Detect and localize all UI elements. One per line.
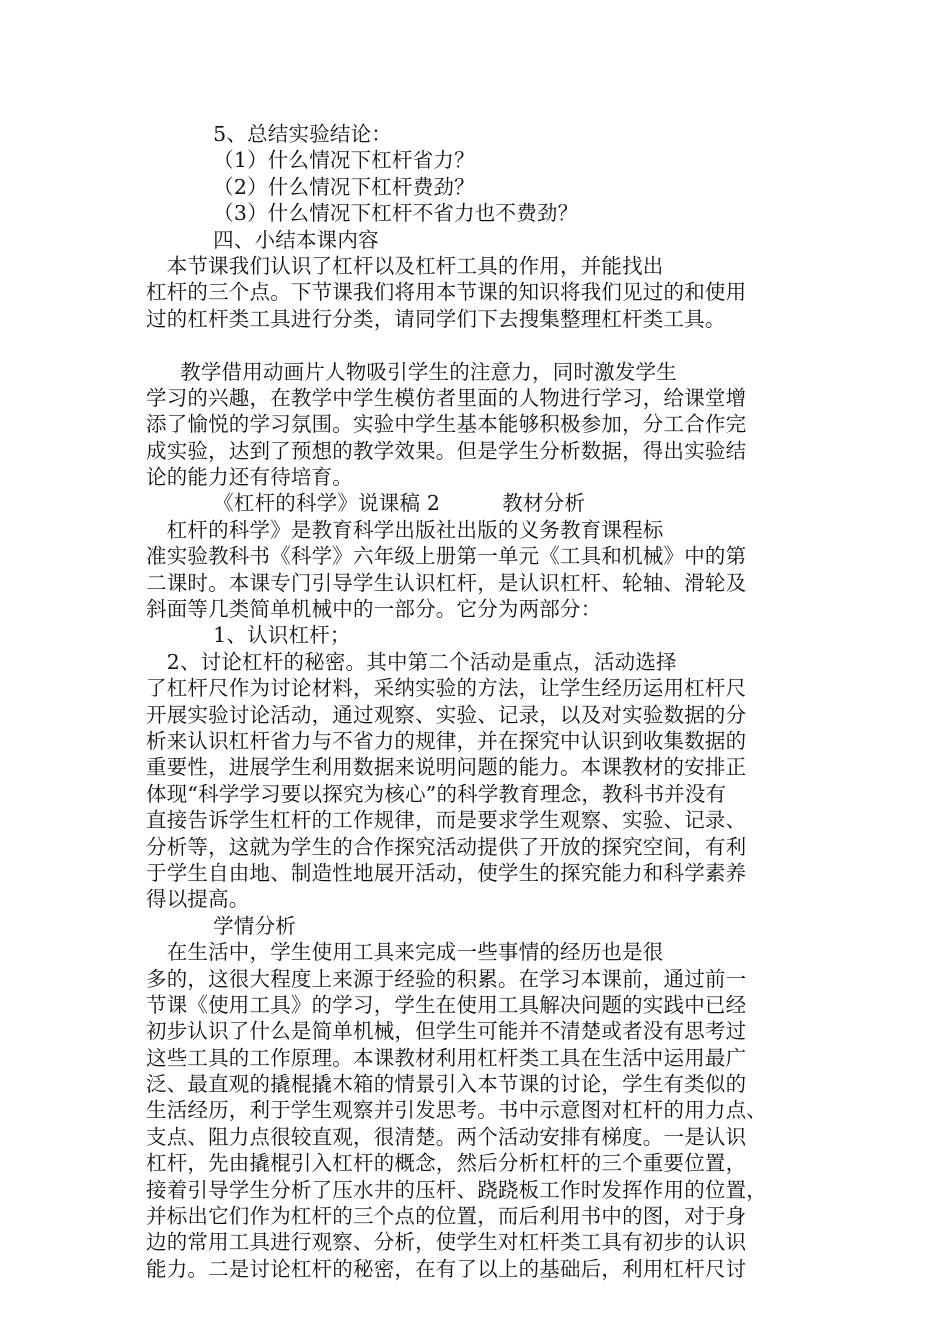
text-line: （1）什么情况下杠杆省力？ <box>146 148 475 173</box>
text-line: 本节课我们认识了杠杆以及杠杆工具的作用，并能找出 <box>146 253 664 278</box>
text-line: 边的常用工具进行观察、分析，使学生对杠杆类工具有初步的认识 <box>146 1230 747 1255</box>
text-line: 5、总结实验结论： <box>146 122 393 146</box>
text-line: 能力。二是讨论杠杆的秘密，在有了以上的基础后，利用杠杆尺讨 <box>146 1256 747 1281</box>
text-line: 支点、阻力点很较直观，很清楚。两个活动安排有梯度。一是认识 <box>146 1124 747 1149</box>
text-line: 这些工具的工作原理。本课教材利用杠杆类工具在生活中运用最广 <box>146 1045 747 1070</box>
text-line: 斜面等几类简单机械中的一部分。它分为两部分： <box>146 597 602 622</box>
text-line: 成实验，达到了预想的教学效果。但是学生分析数据，得出实验结 <box>146 438 747 463</box>
text-line: 杠杆的三个点。下节课我们将用本节课的知识将我们见过的和使用 <box>146 280 747 305</box>
text-line: 添了愉悦的学习氛围。实验中学生基本能够积极参加，分工合作完 <box>146 412 747 437</box>
section-heading: 四、小结本课内容 <box>146 227 379 252</box>
text-line: 过的杠杆类工具进行分类，请同学们下去搜集整理杠杆类工具。 <box>146 306 726 331</box>
text-line: 直接告诉学生杠杆的工作规律，而是要求学生观察、实验、记录、 <box>146 808 747 833</box>
text-line: 论的能力还有待培育。 <box>146 465 353 490</box>
text-line: 并标出它们作为杠杆的三个点的位置，而后利用书中的图，对于身 <box>146 1204 747 1229</box>
text-line: （3）什么情况下杠杆不省力也不费劲？ <box>146 201 579 226</box>
text-line: 二课时。本课专门引导学生认识杠杆，是认识杠杆、轮轴、滑轮及 <box>146 570 747 595</box>
text-line: 初步认识了什么是简单机械，但学生可能并不清楚或者没有思考过 <box>146 1019 747 1044</box>
text-line: 2、讨论杠杆的秘密。其中第二个活动是重点，活动选择 <box>146 649 677 674</box>
text-line: 泛、最直观的撬棍撬木箱的情景引入本节课的讨论，学生有类似的 <box>146 1072 747 1097</box>
text-line: 杠杆的科学》是教育科学出版社出版的义务教育课程标 <box>146 517 664 542</box>
text-line: 得以提高。 <box>146 887 250 912</box>
text-line: 重要性，进展学生利用数据来说明问题的能力。本课教材的安排正 <box>146 755 747 780</box>
text-line: 析来认识杠杆省力与不省力的规律，并在探究中认识到收集数据的 <box>146 728 747 753</box>
text-line: 接着引导学生分析了压水井的压杆、跷跷板工作时发挥作用的位置， <box>146 1177 767 1202</box>
text-line: 在生活中，学生使用工具来完成一些事情的经历也是很 <box>146 940 664 965</box>
text-line: 了杠杆尺作为讨论材料，采纳实验的方法，让学生经历运用杠杆尺 <box>146 676 747 701</box>
text-line: 杠杆，先由撬棍引入杠杆的概念，然后分析杠杆的三个重要位置， <box>146 1151 747 1176</box>
text-line: （2）什么情况下杠杆费劲？ <box>146 174 475 199</box>
text-line: 生活经历，利于学生观察并引发思考。书中示意图对杠杆的用力点、 <box>146 1098 767 1123</box>
text-line: 节课《使用工具》的学习，学生在使用工具解决问题的实践中已经 <box>146 992 747 1017</box>
text-line: 多的，这很大程度上来源于经验的积累。在学习本课前，通过前一 <box>146 966 747 991</box>
blank-line <box>146 332 816 358</box>
text-line: 开展实验讨论活动，通过观察、实验、记录，以及对实验数据的分 <box>146 702 747 727</box>
text-line: 体现“科学学习要以探究为核心”的科学教育理念，教科书并没有 <box>146 781 727 806</box>
section-heading: 《杠杆的科学》说课稿 2 教材分析 <box>146 491 586 516</box>
text-line: 分析等，这就为学生的合作探究活动提供了开放的探究空间，有利 <box>146 834 747 859</box>
section-heading: 学情分析 <box>146 913 296 938</box>
document-body <box>146 121 816 1282</box>
text-line: 教学借用动画片人物吸引学生的注意力，同时激发学生 <box>146 359 677 384</box>
text-line: 学习的兴趣，在教学中学生模仿者里面的人物进行学习，给课堂增 <box>146 385 747 410</box>
text-line: 准实验教科书《科学》六年级上册第一单元《工具和机械》中的第 <box>146 544 747 569</box>
text-line: 于学生自由地、制造性地展开活动，使学生的探究能力和科学素养 <box>146 860 747 885</box>
text-line: 1、认识杠杆； <box>146 623 351 648</box>
